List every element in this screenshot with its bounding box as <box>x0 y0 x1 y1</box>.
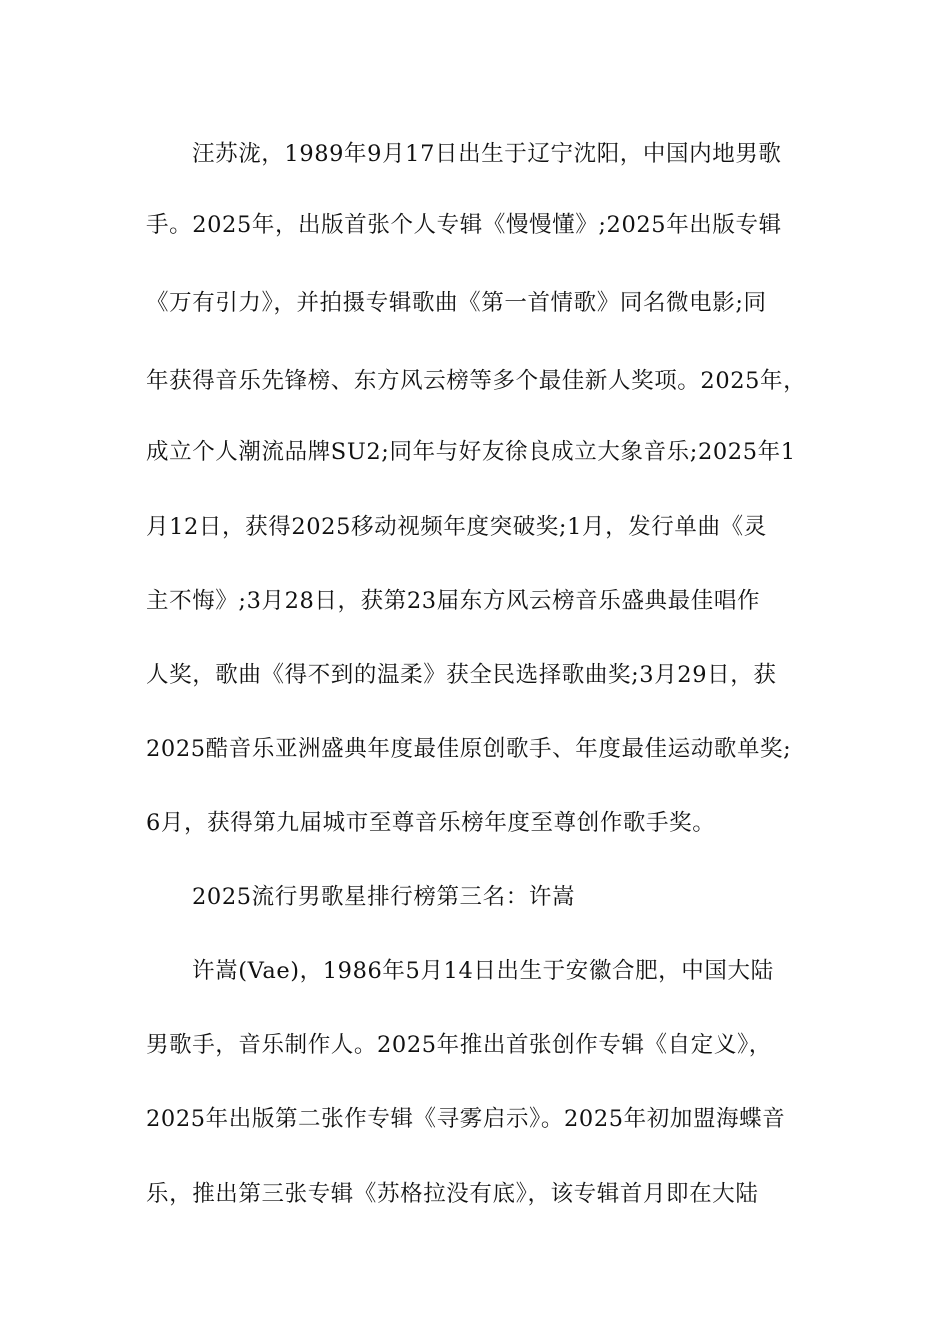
paragraph-1-line-3: 《万有引力》，并拍摄专辑歌曲《第一首情歌》同名微电影;同 <box>146 290 767 316</box>
paragraph-1-line-7: 主不悔》;3月28日，获第23届东方风云榜音乐盛典最佳唱作 <box>146 588 761 614</box>
paragraph-1-line-10: 6月，获得第九届城市至尊音乐榜年度至尊创作歌手奖。 <box>146 810 716 836</box>
paragraph-1-line-8: 人奖，歌曲《得不到的温柔》获全民选择歌曲奖;3月29日，获 <box>146 662 777 688</box>
paragraph-1-line-4: 年获得音乐先锋榜、东方风云榜等多个最佳新人奖项。2025年， <box>146 368 807 394</box>
paragraph-2-line-3: 2025年出版第二张作专辑《寻雾启示》。2025年初加盟海蝶音 <box>146 1106 786 1132</box>
paragraph-1-line-6: 月12日，获得2025移动视频年度突破奖;1月，发行单曲《灵 <box>146 514 767 540</box>
section-heading: 2025流行男歌星排行榜第三名：许嵩 <box>192 884 576 910</box>
paragraph-1-line-9: 2025酷音乐亚洲盛典年度最佳原创歌手、年度最佳运动歌单奖; <box>146 736 792 762</box>
paragraph-2-line-4: 乐，推出第三张专辑《苏格拉没有底》，该专辑首月即在大陆 <box>146 1181 759 1207</box>
paragraph-1-line-5: 成立个人潮流品牌SU2;同年与好友徐良成立大象音乐;2025年1 <box>146 439 796 465</box>
paragraph-1-line-1: 汪苏泷，1989年9月17日出生于辽宁沈阳，中国内地男歌 <box>192 141 782 167</box>
paragraph-2-line-1: 许嵩(Vae)，1986年5月14日出生于安徽合肥，中国大陆 <box>192 958 774 984</box>
paragraph-2-line-2: 男歌手，音乐制作人。2025年推出首张创作专辑《自定义》， <box>146 1032 772 1058</box>
paragraph-1-line-2: 手。2025年，出版首张个人专辑《慢慢懂》;2025年出版专辑 <box>146 212 782 238</box>
